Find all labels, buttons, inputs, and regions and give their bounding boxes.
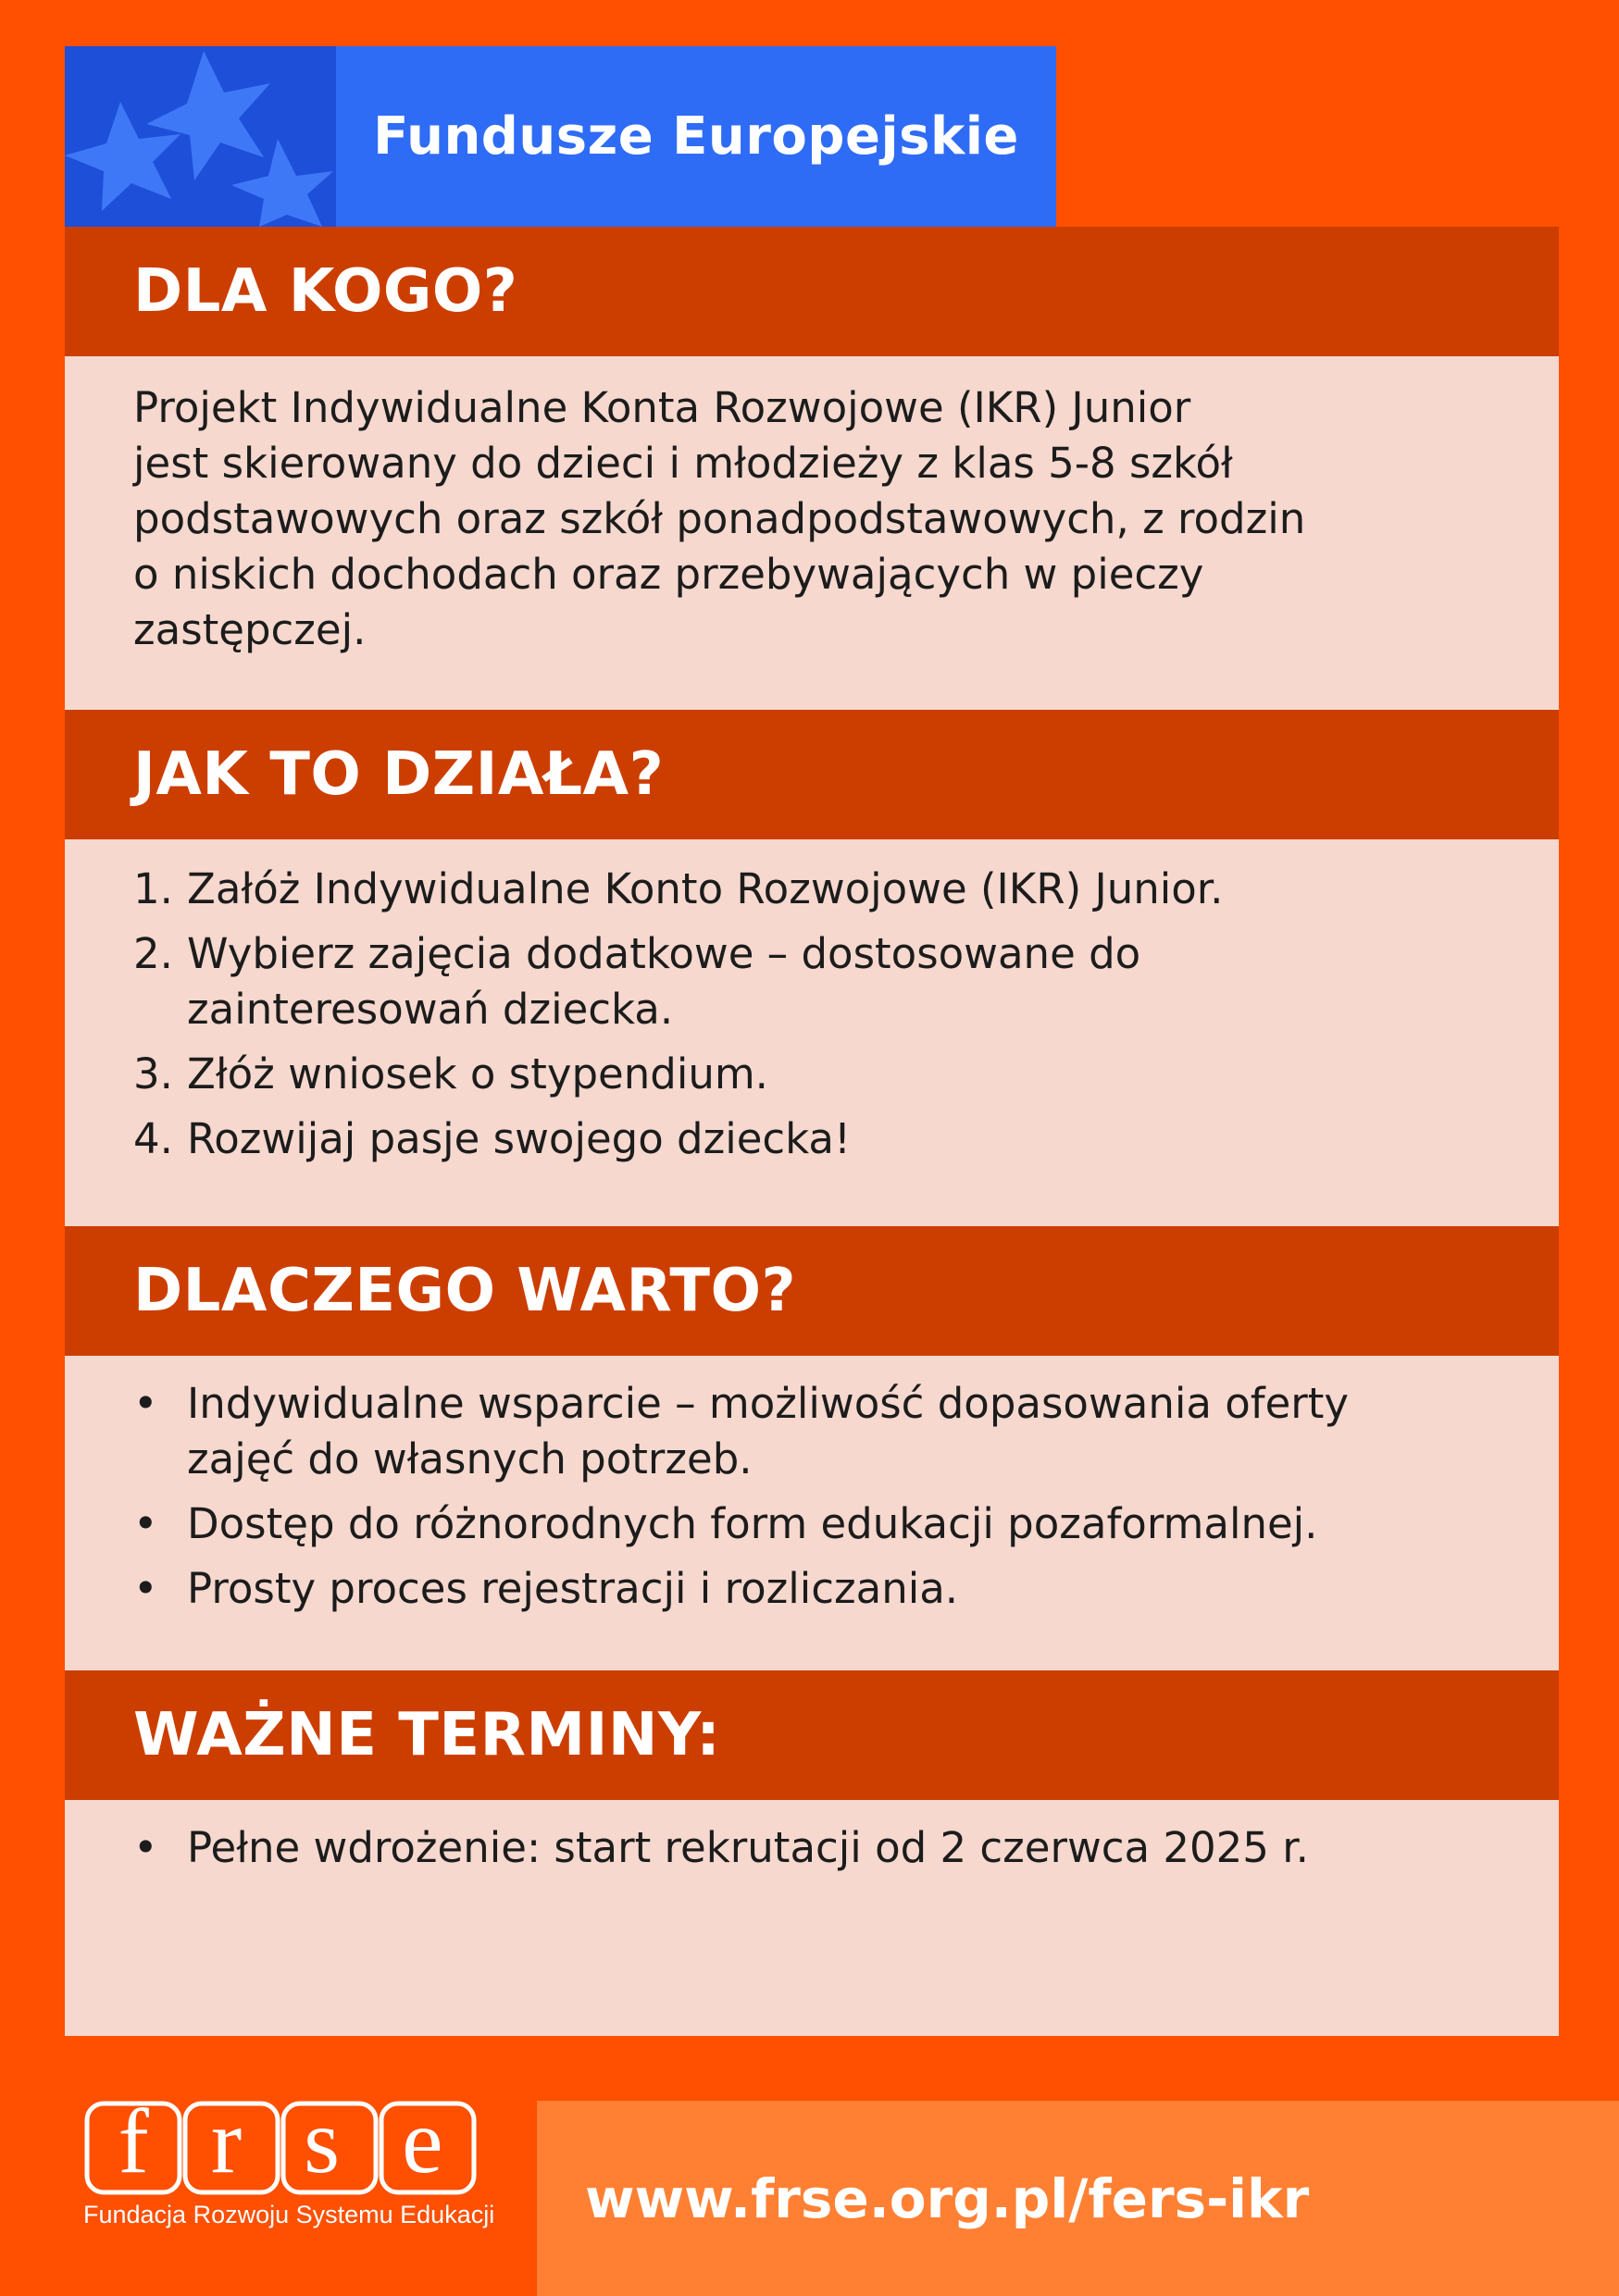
frse-logo-letter: r [210,2090,243,2192]
steps-list [133,862,1503,1167]
date-text: Pełne wdrożenie: start rekrutacji od 2 czerwca 2025 r. [187,1823,1309,1872]
benefit-text: Indywidualne wsparcie – możliwość dopasowania oferty [187,1379,1350,1428]
benefit-text: zajęć do własnych potrzeb. [187,1434,753,1483]
section-who [65,227,1559,710]
who-text-line: zastępczej. [133,605,367,654]
step-text: zainteresowań dziecka. [187,985,674,1034]
bullet-icon: • [133,1499,158,1548]
dates-list [133,1820,1503,1876]
section-why [65,1226,1559,1670]
step-number: 3. [133,1049,173,1098]
frse-logo-text [87,2091,474,2192]
eu-banner-title: Fundusze Europejskie [373,106,1019,167]
list-item [133,1047,1503,1102]
list-item [133,862,1503,917]
benefit-text: Dostęp do różnorodnych form edukacji pozaformalnej. [187,1499,1318,1548]
website-link[interactable] [537,2101,1619,2296]
bullet-icon: • [133,1379,158,1428]
bullet-icon: • [133,1823,158,1872]
list-item [133,1111,1503,1167]
who-text-line: podstawowych oraz szkół ponadpodstawowych, z rodzin [133,494,1306,543]
who-text-line: Projekt Indywidualne Konta Rozwojowe (IKR) Junior [133,383,1191,432]
step-text: Załóż Indywidualne Konto Rozwojowe (IKR) Junior. [187,864,1224,913]
who-text-line: jest skierowany do dzieci i młodzieży z klas 5-8 szkół [133,439,1233,488]
frse-logo-letter: s [304,2090,341,2192]
step-number: 1. [133,864,173,913]
section-dates [65,1670,1559,2036]
website-url[interactable]: www.frse.org.pl/fers-ikr [585,2166,1310,2230]
section-how [65,710,1559,1226]
list-item [133,1820,1503,1876]
bullet-icon: • [133,1564,158,1613]
eu-funds-banner [65,46,1056,227]
list-item [133,1561,1503,1617]
list-item [133,1376,1503,1487]
who-text-line: o niskich dochodach oraz przebywających w pieczy [133,550,1204,599]
list-item [133,1496,1503,1552]
step-number: 2. [133,929,173,978]
benefit-text: Prosty proces rejestracji i rozliczania. [187,1564,959,1613]
step-text: Złóż wniosek o stypendium. [187,1049,768,1098]
step-text: Wybierz zajęcia dodatkowe – dostosowane do [187,929,1141,978]
eu-stars-icon [65,46,336,227]
frse-logo-letter: f [118,2090,149,2192]
benefits-list [133,1376,1503,1617]
section-heading: WAŻNE TERMINY: [65,1670,1559,1800]
section-heading: DLACZEGO WARTO? [65,1226,1559,1356]
section-heading: DLA KOGO? [65,227,1559,356]
section-heading: JAK TO DZIAŁA? [65,710,1559,839]
list-item [133,926,1503,1037]
step-number: 4. [133,1114,173,1163]
frse-logo-letter: e [402,2090,443,2192]
step-text: Rozwijaj pasje swojego dziecka! [187,1114,852,1163]
frse-caption: Fundacja Rozwoju Systemu Edukacji [83,2201,495,2228]
